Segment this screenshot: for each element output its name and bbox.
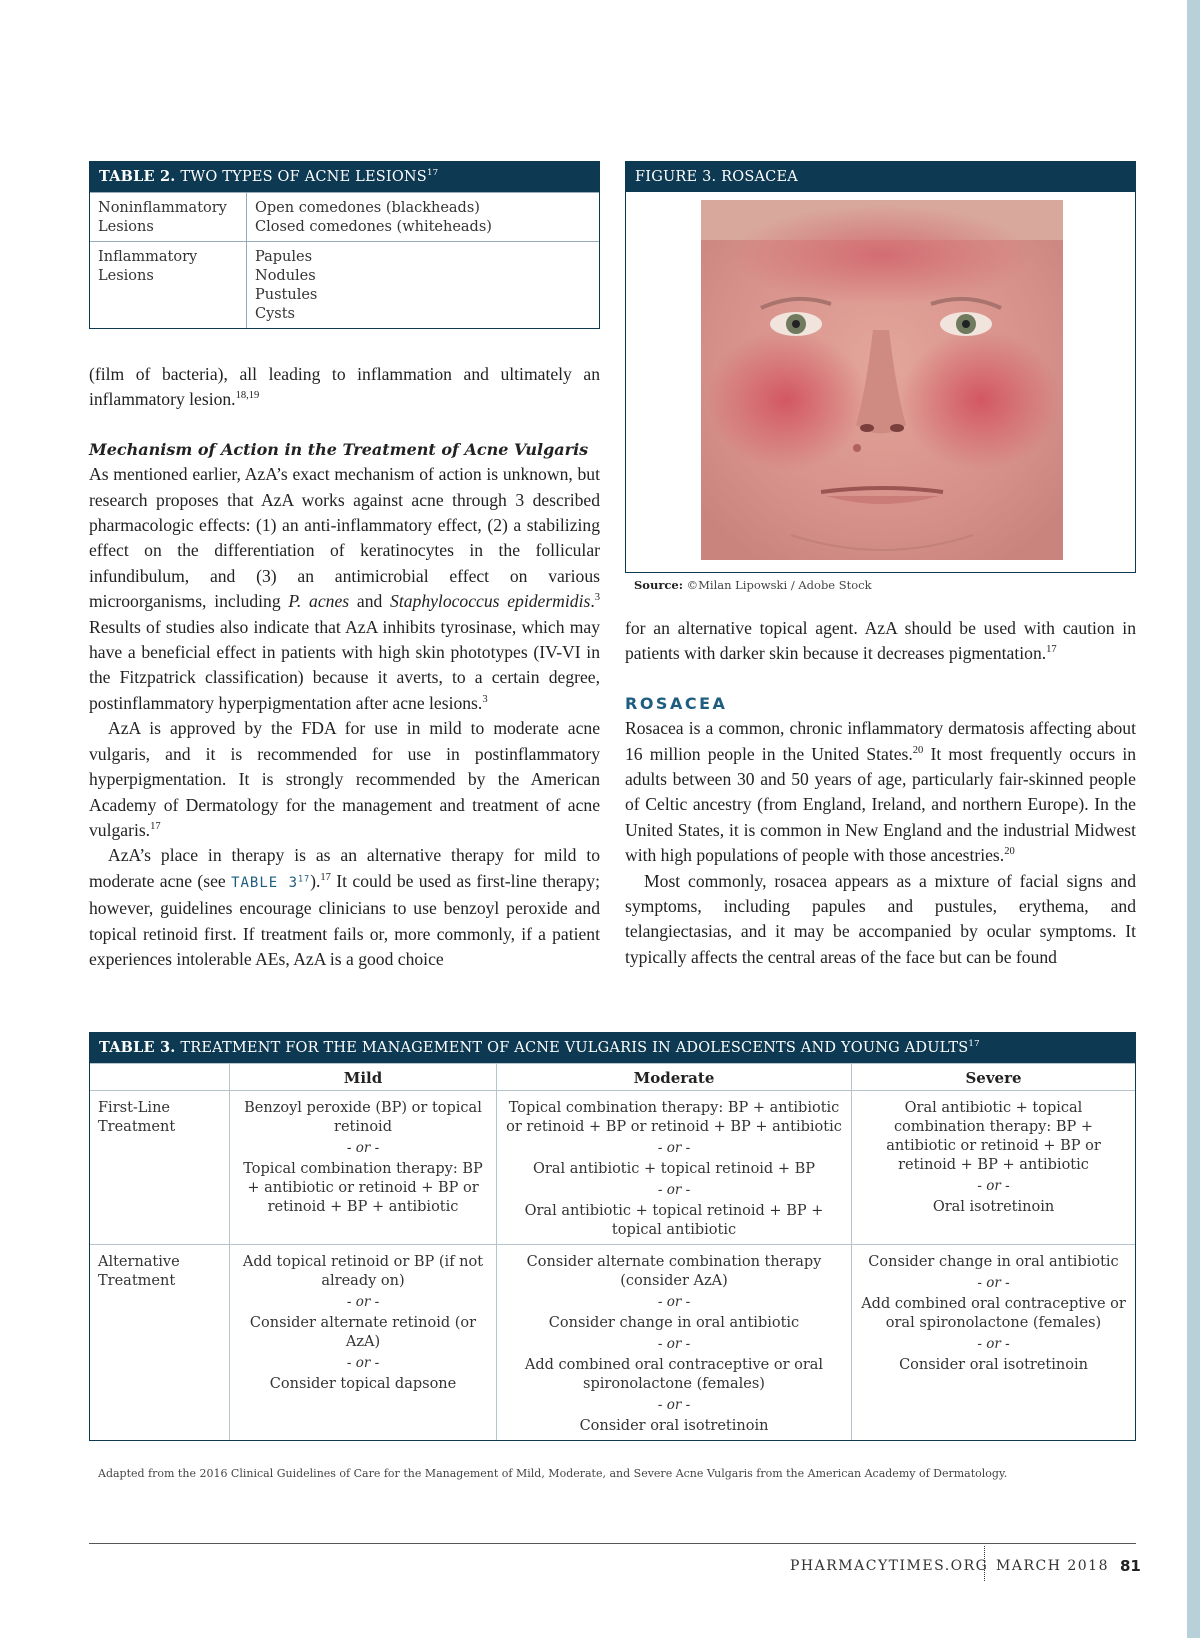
column-header-moderate: Moderate — [496, 1063, 851, 1090]
figure-3-source — [634, 578, 872, 592]
option: Oral antibiotic + topical retinoid + BP — [533, 1161, 815, 1177]
table-3-footnote: Adapted from the 2016 Clinical Guidelines of Care for the Management of Mild, Moderate, and Severe Acne Vulgaris from the American Academy of Dermatology. — [98, 1467, 1008, 1480]
option: Oral antibiotic + topical retinoid + BP + topical antibiotic — [524, 1203, 824, 1238]
option: Consider alternate combination therapy (consider AzA) — [526, 1254, 822, 1289]
citation: 17 — [1046, 644, 1057, 656]
table-3-title-ref: 17 — [968, 1039, 980, 1050]
table-2-row-label — [90, 193, 247, 241]
table-2-row-items — [247, 193, 599, 241]
option: Add topical retinoid or BP (if not already on) — [242, 1254, 484, 1289]
paragraph — [89, 716, 600, 843]
table-2-row-label — [90, 242, 247, 328]
cell-alternative-moderate — [496, 1244, 851, 1440]
cell-first-line-moderate — [496, 1090, 851, 1244]
citation: 20 — [912, 744, 924, 756]
column-header-severe: Severe — [851, 1063, 1135, 1090]
table-3-title-prefix: TABLE 3. — [99, 1039, 176, 1056]
paragraph-text: ). — [310, 870, 321, 891]
footer-rule — [89, 1543, 1136, 1544]
label-line: Alternative — [98, 1254, 180, 1270]
organism-name: Staphylococcus epidermidis — [390, 591, 591, 612]
table-2 — [89, 161, 600, 329]
rosacea-face-photo — [701, 200, 1063, 560]
or-separator: - or - — [657, 1182, 691, 1198]
or-separator: - or - — [346, 1294, 380, 1310]
or-separator: - or - — [657, 1336, 691, 1352]
row-label-alternative — [90, 1244, 229, 1440]
option: Consider change in oral antibiotic — [548, 1315, 800, 1331]
table-ref-sup[interactable]: 17 — [298, 873, 311, 884]
option: Oral antibiotic + topical combination therapy: BP + antibiotic or retinoid + BP or retinoid + BP + antibiotic — [886, 1100, 1101, 1173]
paragraph-text: It most frequently occurs in adults between 30 and 50 years of age, particularly fair-skinned people of Celtic ancestry (from England, Ireland, and northern Europe). In the United States, it is common in New England and the industrial Midwest with high populations of people with those ancestries. — [625, 743, 1136, 866]
option: Consider alternate retinoid (or AzA) — [249, 1315, 477, 1350]
table-2-title-ref: 17 — [426, 168, 439, 179]
table-2-title-text: TWO TYPES OF ACNE LESIONS — [175, 169, 427, 185]
label-line: Inflammatory — [98, 249, 198, 265]
paragraph-text: Rosacea is a common, chronic inflammatory dermatosis affecting about 16 million people in the United States. — [625, 718, 1136, 764]
item: Open comedones (blackheads) — [255, 200, 480, 216]
paragraph-text: AzA’s place in therapy is as an alternative therapy for mild to moderate acne (see — [89, 845, 600, 891]
spacer — [89, 413, 600, 437]
table-2-row — [90, 192, 599, 241]
item: Nodules — [255, 268, 316, 284]
paragraph — [625, 616, 1136, 667]
table-3 — [89, 1032, 1136, 1441]
item: Pustules — [255, 287, 318, 303]
label-line: Lesions — [98, 268, 154, 284]
option: Consider topical dapsone — [269, 1376, 457, 1392]
table-3-link[interactable] — [231, 875, 310, 891]
footer-date: MARCH 2018 — [996, 1558, 1109, 1574]
citation: 20 — [1004, 846, 1015, 858]
option: Consider change in oral antibiotic — [868, 1254, 1119, 1270]
or-separator: - or - — [977, 1178, 1010, 1194]
option: Topical combination therapy: BP + antibiotic or retinoid + BP or retinoid + BP + antibiotic — [506, 1100, 842, 1135]
option: Topical combination therapy: BP + antibiotic or retinoid + BP or retinoid + BP + antibiotic — [243, 1161, 483, 1215]
table-ref-text[interactable]: TABLE 3 — [231, 874, 299, 891]
citation: 3 — [482, 694, 488, 706]
citation: 17 — [150, 821, 161, 833]
or-separator: - or - — [346, 1355, 380, 1371]
table-2-title-prefix: TABLE 2. — [99, 168, 176, 185]
paragraph-text: Most commonly, rosacea appears as a mixture of facial signs and symptoms, including papules and pustules, erythema, and telangiectasias, and it may be accompanied by ocular symptoms. It typically affects the central areas of the face but can be found — [625, 870, 1136, 967]
source-text: ©Milan Lipowski / Adobe Stock — [682, 578, 872, 592]
paragraph — [625, 716, 1136, 868]
row-label-first-line — [90, 1090, 229, 1244]
item: Closed comedones (whiteheads) — [255, 219, 492, 235]
left-column — [89, 362, 600, 972]
right-column — [625, 616, 1136, 970]
cell-first-line-mild — [229, 1090, 496, 1244]
source-label: Source: — [634, 578, 683, 592]
table-2-row — [90, 241, 599, 328]
paragraph — [89, 462, 600, 716]
label-line: Noninflammatory — [98, 200, 227, 216]
table-3-title-text: TREATMENT FOR THE MANAGEMENT OF ACNE VULGARIS IN ADOLESCENTS AND YOUNG ADULTS — [175, 1040, 969, 1056]
paragraph-text: for an alternative topical agent. AzA should be used with caution in patients with darker skin because it decreases pigmentation. — [625, 618, 1136, 664]
option: Oral isotretinoin — [932, 1199, 1055, 1215]
citation: 18,19 — [235, 390, 260, 402]
citation: 17 — [320, 871, 331, 883]
option: Add combined oral contraceptive or oral spironolactone (females) — [861, 1296, 1126, 1331]
label-line: First-Line — [98, 1100, 170, 1116]
paragraph-text: . — [590, 591, 595, 612]
option: Benzoyl peroxide (BP) or topical retinoid — [244, 1100, 482, 1135]
page-number: 81 — [1120, 1557, 1141, 1575]
label-line: Lesions — [98, 219, 154, 235]
item: Cysts — [255, 306, 295, 322]
paragraph — [89, 843, 600, 972]
item: Papules — [255, 249, 313, 265]
figure-3-title: FIGURE 3. ROSACEA — [626, 162, 1135, 192]
cell-alternative-mild — [229, 1244, 496, 1440]
paragraph-text: (film of bacteria), all leading to inflammation and ultimately an inflammatory lesion. — [89, 364, 600, 410]
option: Consider oral isotretinoin — [899, 1357, 1088, 1373]
label-line: Treatment — [98, 1119, 176, 1135]
paragraph-text: and — [349, 591, 391, 612]
column-header-mild: Mild — [229, 1063, 496, 1090]
paragraph-text: Results of studies also indicate that AzA inhibits tyrosinase, which may have a beneficial effect in patients with high skin phototypes (IV-VI in the Fitzpatrick classification) because it averts, to a certain degree, postinflammatory hyperpigmentation after acne lesions. — [89, 616, 600, 713]
footer-separator — [984, 1546, 985, 1581]
cell-first-line-severe — [851, 1090, 1135, 1244]
figure-3 — [625, 161, 1136, 573]
table-2-row-items — [247, 242, 599, 328]
cell-alternative-severe — [851, 1244, 1135, 1440]
paragraph-text: AzA is approved by the FDA for use in mild to moderate acne vulgaris, and it is recommended for use in postinflammatory hyperpigmentation. It is strongly recommended by the American Academy of Dermatology for the management and treatment of acne vulgaris. — [89, 718, 600, 840]
paragraph-text: It could be used as first-line therapy; however, guidelines encourage clinicians to use benzoyl peroxide and topical retinoid first. If treatment fails or, more commonly, if a patient experiences intolerable AEs, AzA is a good choice — [89, 870, 600, 969]
paragraph-text: As mentioned earlier, AzA’s exact mechanism of action is unknown, but research proposes that AzA works against acne through 3 described pharmacologic effects: (1) an anti-inflammatory effect, (2) a stabilizing effect on the differentiation of keratinocytes in the follicular infundibulum, and (3) an antimicrobial effect on various microorganisms, including — [89, 464, 600, 612]
or-separator: - or - — [657, 1397, 691, 1413]
or-separator: - or - — [657, 1294, 691, 1310]
face-illustration — [701, 200, 1063, 560]
option: Consider oral isotretinoin — [579, 1418, 769, 1434]
citation: 3 — [594, 592, 600, 604]
or-separator: - or - — [977, 1336, 1010, 1352]
or-separator: - or - — [977, 1275, 1010, 1291]
page-edge-bar — [1187, 0, 1200, 1638]
paragraph — [625, 869, 1136, 971]
paragraph — [89, 362, 600, 413]
label-line: Treatment — [98, 1273, 176, 1289]
table-2-title — [90, 162, 599, 192]
option: Add combined oral contraceptive or oral spironolactone (females) — [524, 1357, 824, 1392]
column-header — [90, 1063, 229, 1090]
table-3-grid — [90, 1063, 1135, 1440]
section-heading: ROSACEA — [625, 693, 728, 713]
table-3-title — [90, 1033, 1135, 1063]
footer-site[interactable]: PHARMACYTIMES.ORG — [790, 1558, 989, 1574]
spacer — [625, 667, 1136, 691]
or-separator: - or - — [346, 1140, 380, 1156]
or-separator: - or - — [657, 1140, 691, 1156]
subsection-heading: Mechanism of Action in the Treatment of Acne Vulgaris — [89, 439, 589, 459]
organism-name: P. acnes — [288, 591, 350, 612]
